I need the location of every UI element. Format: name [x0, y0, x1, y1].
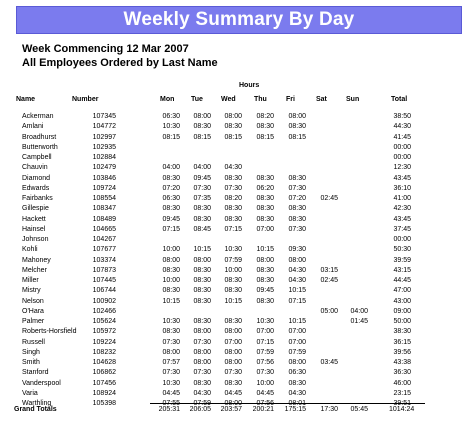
hours-wed: 08:30: [224, 277, 242, 284]
hours-tue: 08:30: [193, 123, 211, 131]
hours-sun: 04:00: [350, 307, 368, 315]
employee-name: Varia: [22, 389, 38, 397]
employee-number: 102479: [92, 164, 116, 172]
hours-wed: 07:59: [224, 256, 242, 264]
hours-total: 36:15: [393, 338, 411, 346]
hours-tue: 08:30: [193, 287, 211, 295]
hours-tue: 08:00: [193, 348, 211, 356]
employee-number: 104628: [92, 359, 116, 366]
hours-total: 41:45: [393, 133, 411, 141]
employee-name: Edwards: [22, 184, 50, 192]
hours-thu: 07:56: [256, 400, 274, 407]
hours-thu: 07:30: [256, 369, 274, 377]
employee-number: 104665: [92, 225, 116, 233]
grand-total-mon: 205:31: [158, 406, 180, 413]
hours-wed: 04:45: [224, 389, 242, 397]
hours-fri: 08:00: [288, 113, 306, 120]
hours-total: 41:00: [393, 195, 411, 202]
table-row: [0, 154, 474, 164]
employee-name: Broadhurst: [22, 133, 57, 141]
grand-total-thu: 200:21: [252, 406, 274, 413]
table-row: [0, 267, 474, 277]
hours-tue: 08:00: [193, 256, 211, 264]
hours-thu: 07:15: [256, 338, 274, 346]
hours-thu: 08:30: [256, 174, 274, 182]
hours-fri: 09:30: [288, 246, 306, 254]
hours-tue: 08:30: [193, 266, 211, 274]
hours-fri: 04:30: [288, 277, 306, 284]
hours-wed: 10:30: [224, 246, 242, 254]
hours-total: 43:15: [393, 266, 411, 274]
hours-tue: 07:30: [193, 369, 211, 377]
grand-total-sun: 05:45: [350, 406, 368, 413]
hours-wed: 07:30: [224, 184, 242, 192]
hours-mon: 07:55: [162, 400, 180, 407]
hours-total: 39:59: [393, 256, 411, 264]
hours-total: 44:30: [393, 123, 411, 131]
hours-tue: 07:30: [193, 184, 211, 192]
hours-mon: 07:30: [162, 338, 180, 346]
table-row: [0, 287, 474, 297]
employee-number: 104772: [92, 123, 116, 131]
hours-tue: 09:45: [193, 174, 211, 182]
hours-fri: 07:15: [288, 297, 306, 305]
employee-name: Nelson: [22, 297, 44, 305]
hours-tue: 08:00: [193, 328, 211, 336]
hours-thu: 04:45: [256, 389, 274, 397]
hours-tue: 08:45: [193, 225, 211, 233]
table-row: [0, 113, 474, 123]
hours-total: 00:00: [393, 154, 411, 161]
hours-total: 00:00: [393, 236, 411, 243]
hours-mon: 09:45: [162, 215, 180, 223]
hours-fri: 08:00: [288, 256, 306, 264]
employee-name: Mistry: [22, 287, 41, 295]
table-row: [0, 164, 474, 174]
hours-thu: 08:15: [256, 133, 274, 141]
hours-tue: 08:30: [193, 318, 211, 325]
hours-wed: 08:30: [224, 287, 242, 295]
hours-total: 38:50: [393, 113, 411, 120]
hours-sat: 03:45: [320, 359, 338, 366]
hours-fri: 04:30: [288, 389, 306, 397]
employee-name: Ackerman: [22, 113, 54, 120]
hours-fri: 07:30: [288, 225, 306, 233]
employee-number: 108347: [92, 205, 116, 213]
employee-number: 104267: [92, 236, 116, 243]
hours-wed: 08:15: [224, 133, 242, 141]
hours-wed: 08:30: [224, 215, 242, 223]
hours-mon: 08:00: [162, 348, 180, 356]
employee-number: 107873: [92, 266, 116, 274]
table-row: [0, 246, 474, 256]
hours-fri: 06:30: [288, 369, 306, 377]
employee-number: 102884: [92, 154, 116, 161]
hours-fri: 08:00: [288, 359, 306, 366]
employee-name: Kohli: [22, 246, 38, 254]
hours-total: 50:30: [393, 246, 411, 254]
employee-name: Melcher: [22, 266, 47, 274]
table-row: [0, 339, 474, 349]
hours-total: 09:00: [393, 307, 411, 315]
grand-total-total: 1014:24: [389, 406, 415, 413]
table-row: [0, 123, 474, 133]
employee-name: Fairbanks: [22, 195, 53, 202]
hours-thu: 07:59: [256, 348, 274, 356]
column-header-wed: Wed: [221, 96, 236, 103]
hours-wed: 07:30: [224, 369, 242, 377]
ordering-line: All Employees Ordered by Last Name: [22, 57, 218, 69]
hours-mon: 10:00: [162, 246, 180, 254]
column-header-fri: Fri: [286, 96, 295, 103]
hours-wed: 08:30: [224, 318, 242, 325]
employee-name: Miller: [22, 277, 39, 284]
hours-wed: 08:00: [224, 348, 242, 356]
column-header-total: Total: [391, 96, 408, 103]
hours-total: 43:45: [393, 174, 411, 182]
hours-mon: 08:30: [162, 205, 180, 213]
grand-totals-row: [0, 406, 474, 416]
column-header-mon: Mon: [160, 96, 175, 103]
week-commencing-line: Week Commencing 12 Mar 2007: [22, 43, 189, 55]
hours-thu: 06:20: [256, 184, 274, 192]
hours-wed: 08:00: [224, 400, 242, 407]
employee-number: 108924: [92, 389, 116, 397]
hours-tue: 08:00: [193, 359, 211, 366]
hours-thu: 07:56: [256, 359, 274, 366]
hours-tue: 08:30: [193, 297, 211, 305]
hours-mon: 08:15: [162, 133, 180, 141]
hours-total: 43:45: [393, 215, 411, 223]
employee-name: Warthling: [22, 400, 52, 407]
employee-number: 107345: [92, 113, 116, 120]
employee-number: 106744: [92, 287, 116, 295]
table-row: [0, 195, 474, 205]
hours-total: 36:10: [393, 184, 411, 192]
table-row: [0, 349, 474, 359]
employee-name: Chauvin: [22, 164, 48, 172]
hours-wed: 08:00: [224, 113, 242, 120]
hours-thu: 08:30: [256, 297, 274, 305]
table-row: [0, 359, 474, 369]
table-row: [0, 134, 474, 144]
grand-total-tue: 206:05: [189, 406, 211, 413]
employee-name: O'Hara: [22, 307, 44, 315]
hours-thu: 09:45: [256, 287, 274, 295]
hours-mon: 08:30: [162, 266, 180, 274]
column-header-sun: Sun: [346, 96, 360, 103]
hours-thu: 10:15: [256, 246, 274, 254]
employee-number: 105972: [92, 328, 116, 336]
employee-name: Palmer: [22, 318, 45, 325]
employee-name: Roberts-Horsfield: [22, 328, 77, 336]
hours-total: 46:00: [393, 379, 411, 387]
hours-total: 39:56: [393, 348, 411, 356]
employee-name: Singh: [22, 348, 40, 356]
hours-total: 12:30: [393, 164, 411, 172]
hours-mon: 08:30: [162, 328, 180, 336]
employee-number: 105398: [92, 400, 116, 407]
hours-fri: 08:30: [288, 379, 306, 387]
column-header-thu: Thu: [254, 96, 267, 103]
hours-total: 39:51: [393, 400, 411, 407]
employee-name: Butterworth: [22, 143, 58, 151]
table-row: [0, 144, 474, 154]
employee-number: 105624: [92, 318, 116, 325]
hours-fri: 08:30: [288, 123, 306, 131]
hours-thu: 08:00: [256, 256, 274, 264]
employee-number: 107677: [92, 246, 116, 254]
hours-wed: 08:00: [224, 359, 242, 366]
hours-tue: 07:35: [193, 195, 211, 202]
hours-tue: 08:30: [193, 379, 211, 387]
hours-thu: 07:00: [256, 328, 274, 336]
table-row: [0, 298, 474, 308]
hours-total: 36:30: [393, 369, 411, 377]
table-row: [0, 369, 474, 379]
grand-total-fri: 175:15: [284, 406, 306, 413]
hours-thu: 08:30: [256, 205, 274, 213]
employee-name: Smith: [22, 359, 40, 366]
hours-thu: 10:30: [256, 318, 274, 325]
hours-mon: 07:15: [162, 225, 180, 233]
employee-name: Hackett: [22, 215, 46, 223]
column-header-number: Number: [72, 96, 99, 103]
employee-number: 106862: [92, 369, 116, 377]
hours-mon: 10:15: [162, 297, 180, 305]
hours-fri: 07:59: [288, 348, 306, 356]
hours-mon: 08:30: [162, 287, 180, 295]
hours-mon: 06:30: [162, 113, 180, 120]
hours-tue: 08:30: [193, 277, 211, 284]
employee-name: Johnson: [22, 236, 49, 243]
hours-fri: 07:20: [288, 195, 306, 202]
hours-thu: 08:30: [256, 195, 274, 202]
report-title-bar: [16, 6, 462, 34]
hours-fri: 08:15: [288, 133, 306, 141]
employee-number: 108554: [92, 195, 116, 202]
hours-fri: 08:30: [288, 205, 306, 213]
hours-mon: 06:30: [162, 195, 180, 202]
hours-fri: 10:15: [288, 287, 306, 295]
hours-wed: 08:30: [224, 379, 242, 387]
hours-total: 37:45: [393, 225, 411, 233]
employee-number: 109224: [92, 338, 116, 346]
grand-totals-rule: [150, 403, 425, 404]
report-title: Weekly Summary By Day: [123, 9, 355, 30]
hours-total: 43:38: [393, 359, 411, 366]
table-row: [0, 318, 474, 328]
hours-sat: 05:00: [320, 307, 338, 315]
hours-total: 42:30: [393, 205, 411, 213]
table-row: [0, 175, 474, 185]
employee-number: 108489: [92, 215, 116, 223]
hours-total: 00:00: [393, 143, 411, 151]
hours-total: 50:00: [393, 318, 411, 325]
hours-sat: 02:45: [320, 195, 338, 202]
hours-mon: 04:45: [162, 389, 180, 397]
grand-total-sat: 17:30: [320, 406, 338, 413]
employee-number: 107445: [92, 277, 116, 284]
employee-number: 100902: [92, 297, 116, 305]
hours-tue: 08:15: [193, 133, 211, 141]
hours-tue: 08:30: [193, 205, 211, 213]
table-row: [0, 390, 474, 400]
hours-tue: 08:30: [193, 215, 211, 223]
column-header-name: Name: [16, 96, 36, 103]
hours-wed: 08:30: [224, 205, 242, 213]
employee-number: 102935: [92, 143, 116, 151]
table-row: [0, 205, 474, 215]
hours-mon: 08:00: [162, 256, 180, 264]
hours-wed: 10:00: [224, 266, 242, 274]
hours-thu: 08:30: [256, 215, 274, 223]
hours-thu: 10:00: [256, 379, 274, 387]
hours-mon: 07:20: [162, 184, 180, 192]
hours-wed: 08:00: [224, 328, 242, 336]
hours-wed: 08:30: [224, 174, 242, 182]
table-row: [0, 380, 474, 390]
table-row: [0, 236, 474, 246]
hours-total: 23:15: [393, 389, 411, 397]
hours-mon: 10:00: [162, 277, 180, 284]
employee-number: 107456: [92, 379, 116, 387]
hours-thu: 07:00: [256, 225, 274, 233]
hours-wed: 08:30: [224, 123, 242, 131]
hours-fri: 08:01: [288, 400, 306, 407]
employee-number: 102997: [92, 133, 116, 141]
hours-thu: 08:20: [256, 113, 274, 120]
hours-total: 47:00: [393, 287, 411, 295]
hours-fri: 10:15: [288, 318, 306, 325]
employee-number: 102466: [92, 307, 116, 315]
employee-name: Stanford: [22, 369, 49, 377]
hours-wed: 04:30: [224, 164, 242, 172]
employee-name: Vanderspool: [22, 379, 61, 387]
table-row: [0, 277, 474, 287]
hours-total: 38:30: [393, 328, 411, 336]
table-row: [0, 328, 474, 338]
table-row: [0, 226, 474, 236]
hours-tue: 07:59: [193, 400, 211, 407]
employee-name: Hainsel: [22, 225, 46, 233]
hours-group-label: Hours: [239, 82, 260, 89]
table-row: [0, 308, 474, 318]
hours-sat: 02:45: [320, 277, 338, 284]
employee-number: 108232: [92, 348, 116, 356]
hours-mon: 10:30: [162, 318, 180, 325]
hours-sat: 03:15: [320, 266, 338, 274]
hours-thu: 08:30: [256, 123, 274, 131]
hours-wed: 08:20: [224, 195, 242, 202]
hours-tue: 04:30: [193, 389, 211, 397]
grand-total-wed: 203:57: [220, 406, 242, 413]
hours-fri: 08:30: [288, 174, 306, 182]
hours-wed: 07:15: [224, 225, 242, 233]
hours-mon: 04:00: [162, 164, 180, 172]
table-row: [0, 257, 474, 267]
hours-mon: 08:30: [162, 174, 180, 182]
hours-wed: 07:00: [224, 338, 242, 346]
hours-wed: 10:15: [224, 297, 242, 305]
hours-mon: 07:57: [162, 359, 180, 366]
hours-sun: 01:45: [350, 318, 368, 325]
employee-name: Russell: [22, 338, 45, 346]
employee-name: Diamond: [22, 174, 51, 182]
employee-name: Campbell: [22, 154, 52, 161]
hours-mon: 10:30: [162, 123, 180, 131]
hours-tue: 04:00: [193, 164, 211, 172]
employee-name: Amlani: [22, 123, 44, 131]
hours-fri: 07:30: [288, 184, 306, 192]
hours-thu: 08:30: [256, 277, 274, 284]
hours-fri: 07:00: [288, 328, 306, 336]
hours-fri: 07:00: [288, 338, 306, 346]
hours-total: 44:45: [393, 277, 411, 284]
hours-mon: 07:30: [162, 369, 180, 377]
column-header-sat: Sat: [316, 96, 327, 103]
employee-number: 109724: [92, 184, 116, 192]
table-row: [0, 185, 474, 195]
hours-tue: 10:15: [193, 246, 211, 254]
grand-totals-label: Grand Totals: [14, 406, 57, 413]
employee-number: 103846: [92, 174, 116, 182]
employee-name: Gillespie: [22, 205, 49, 213]
employee-name: Mahoney: [22, 256, 51, 264]
employee-number: 103374: [92, 256, 116, 264]
hours-total: 43:00: [393, 297, 411, 305]
hours-fri: 04:30: [288, 266, 306, 274]
table-row: [0, 216, 474, 226]
hours-thu: 08:30: [256, 266, 274, 274]
hours-tue: 07:30: [193, 338, 211, 346]
hours-tue: 08:00: [193, 113, 211, 120]
column-header-tue: Tue: [191, 96, 203, 103]
hours-mon: 10:30: [162, 379, 180, 387]
hours-fri: 08:30: [288, 215, 306, 223]
